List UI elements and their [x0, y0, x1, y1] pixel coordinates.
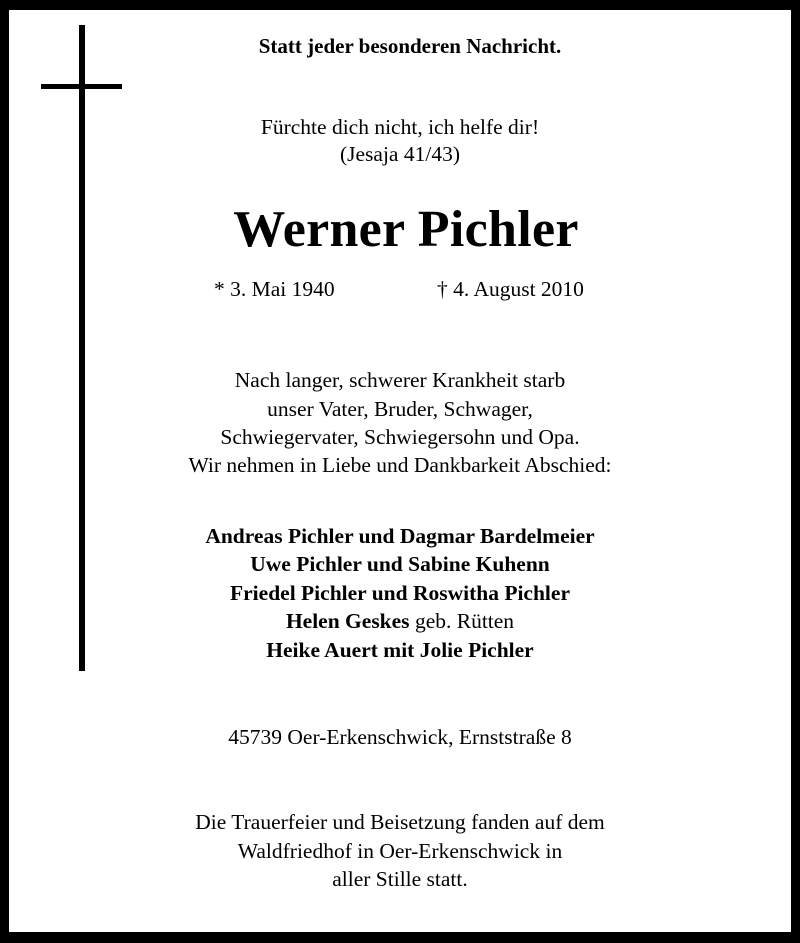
ceremony-line: Die Trauerfeier und Beisetzung fanden auf dem — [195, 810, 605, 834]
birth-date: * 3. Mai 1940 — [214, 277, 335, 301]
mourner-maiden-name: geb. Rütten — [414, 609, 515, 633]
mourner-name: Helen Geskes — [285, 609, 410, 633]
message-line: unser Vater, Bruder, Schwager, — [267, 397, 533, 421]
death-date: † 4. August 2010 — [437, 277, 584, 301]
deceased-name: Werner Pichler — [233, 201, 579, 258]
bible-verse: Fürchte dich nicht, ich helfe dir! — [260, 115, 540, 139]
mourner-line: Heike Auert mit Jolie Pichler — [266, 638, 534, 662]
mourner-line: Andreas Pichler und Dagmar Bardelmeier — [205, 524, 595, 548]
message-line: Nach langer, schwerer Krankheit starb — [234, 368, 566, 392]
mourner-line: Friedel Pichler und Roswitha Pichler — [230, 581, 570, 605]
ceremony-line: aller Stille statt. — [332, 867, 468, 891]
notice-header: Statt jeder besonderen Nachricht. — [258, 34, 562, 58]
family-address: 45739 Oer-Erkenschwick, Ernststraße 8 — [228, 725, 572, 749]
bible-verse-reference: (Jesaja 41/43) — [339, 142, 460, 166]
message-line: Wir nehmen in Liebe und Dankbarkeit Abschied: — [188, 453, 612, 477]
ceremony-line: Waldfriedhof in Oer-Erkenschwick in — [237, 839, 563, 863]
cross-icon-crossbar — [41, 84, 122, 89]
mourner-line-helen — [0, 608, 800, 634]
message-line: Schwiegervater, Schwiegersohn und Opa. — [220, 425, 580, 449]
mourner-line: Uwe Pichler und Sabine Kuhenn — [250, 552, 550, 576]
